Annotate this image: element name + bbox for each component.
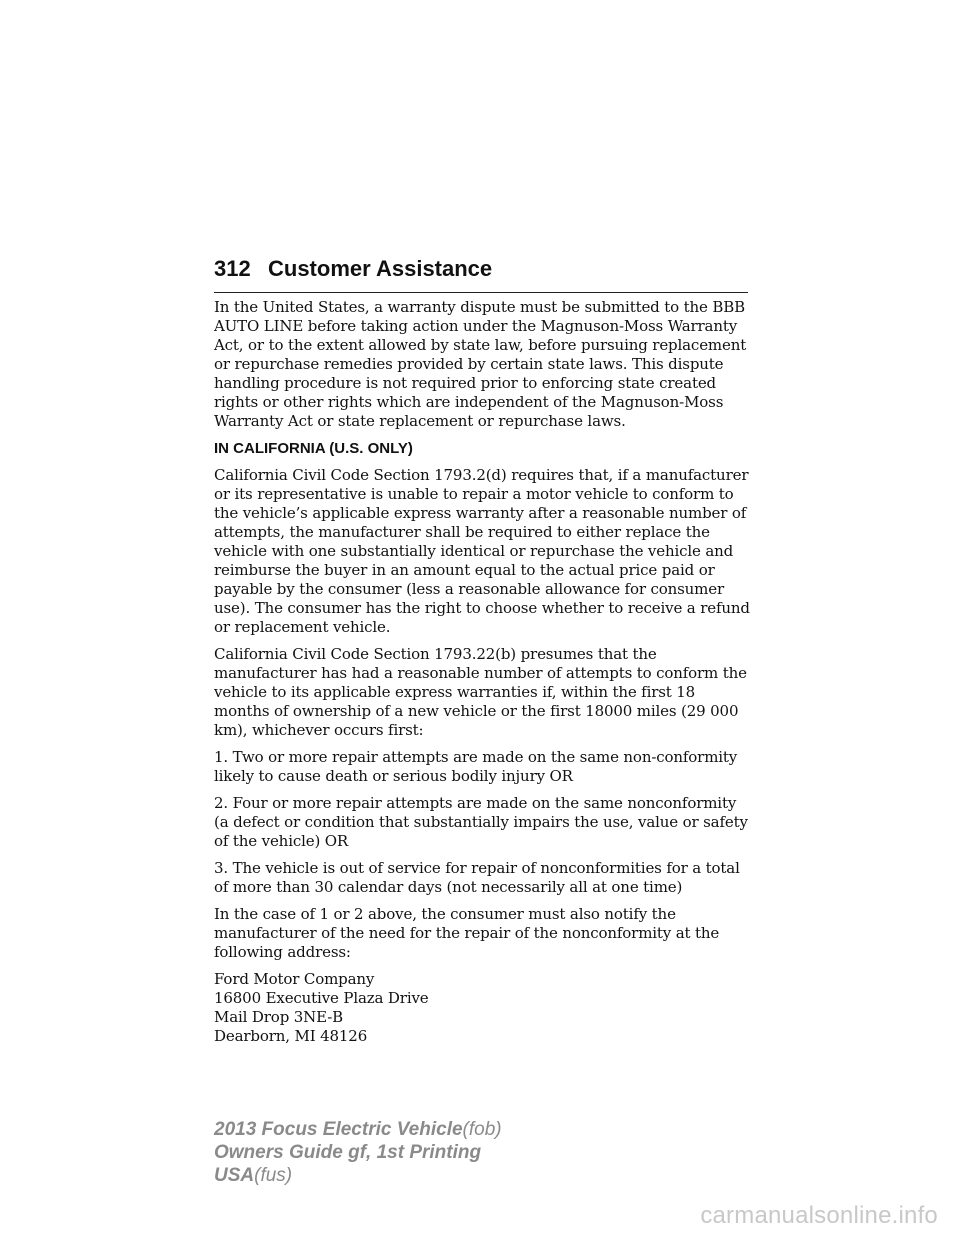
- code-1793-2-paragraph: California Civil Code Section 1793.2(d) requires that, if a manufacturer or its representative is unable to repair a motor vehicle to conform to the vehicle’s applicable express warranty after a reasonable number of attempts, the manufacturer shall be required to either replace the vehicle with one substantially identical or repurchase the vehicle and reimburse the buyer in an amount equal to the actual price paid or payable by the consumer (less a reasonable allowance for consumer use). The consumer has the right to choose whether to receive a refund or replacement vehicle.: [214, 466, 750, 636]
- notify-paragraph: In the case of 1 or 2 above, the consumer must also notify the manufacturer of the need for the repair of the nonconformity at the following address:: [214, 905, 720, 961]
- address-line-street: 16800 Executive Plaza Drive: [214, 989, 429, 1007]
- page-content: [214, 298, 754, 1046]
- page-header: [214, 252, 748, 293]
- footer-market-code: (fus): [254, 1165, 293, 1186]
- code-1793-22-paragraph: California Civil Code Section 1793.22(b) presumes that the manufacturer has had a reasonable number of attempts to conform the vehicle to its applicable express warranties if, within the first 18 months of ownership of a new vehicle or the first 18000 miles (29 000 km), whichever occurs first:: [214, 645, 747, 739]
- section-title: Customer Assistance: [268, 256, 493, 281]
- mailing-address: [214, 970, 754, 1046]
- list-item-1: 1. Two or more repair attempts are made on the same non-conformity likely to cause death or serious bodily injury OR: [214, 748, 738, 785]
- list-item-3: 3. The vehicle is out of service for repair of nonconformities for a total of more than 30 calendar days (not necessarily all at one time): [214, 859, 740, 896]
- print-footer: [214, 1118, 614, 1187]
- footer-market: USA: [214, 1165, 255, 1186]
- intro-paragraph: In the United States, a warranty dispute must be submitted to the BBB AUTO LINE before taking action under the Magnuson-Moss Warranty Act, or to the extent allowed by state law, before pursuing replacement or repurchase remedies provided by certain state laws. This dispute handling procedure is not required prior to enforcing state created rights or other rights which are independent of the Magnuson-Moss Warranty Act or state replacement or repurchase laws.: [214, 298, 747, 430]
- page-number: 312: [214, 256, 251, 281]
- address-line-city: Dearborn, MI 48126: [214, 1027, 368, 1045]
- california-heading: IN CALIFORNIA (U.S. ONLY): [214, 440, 413, 457]
- footer-line-3: [214, 1164, 614, 1187]
- footer-line-2: [214, 1141, 614, 1164]
- footer-guide: Owners Guide gf, 1st Printing: [214, 1142, 482, 1163]
- address-line-maildrop: Mail Drop 3NE-B: [214, 1008, 344, 1026]
- list-item-2: 2. Four or more repair attempts are made on the same nonconformity (a defect or condition that substantially impairs the use, value or safety of the vehicle) OR: [214, 794, 748, 850]
- footer-vehicle: 2013 Focus Electric Vehicle: [214, 1119, 463, 1140]
- footer-line-1: [214, 1118, 614, 1141]
- address-line-company: Ford Motor Company: [214, 970, 375, 988]
- footer-vehicle-code: (fob): [462, 1119, 502, 1140]
- watermark: carmanualsonline.info: [700, 1202, 938, 1229]
